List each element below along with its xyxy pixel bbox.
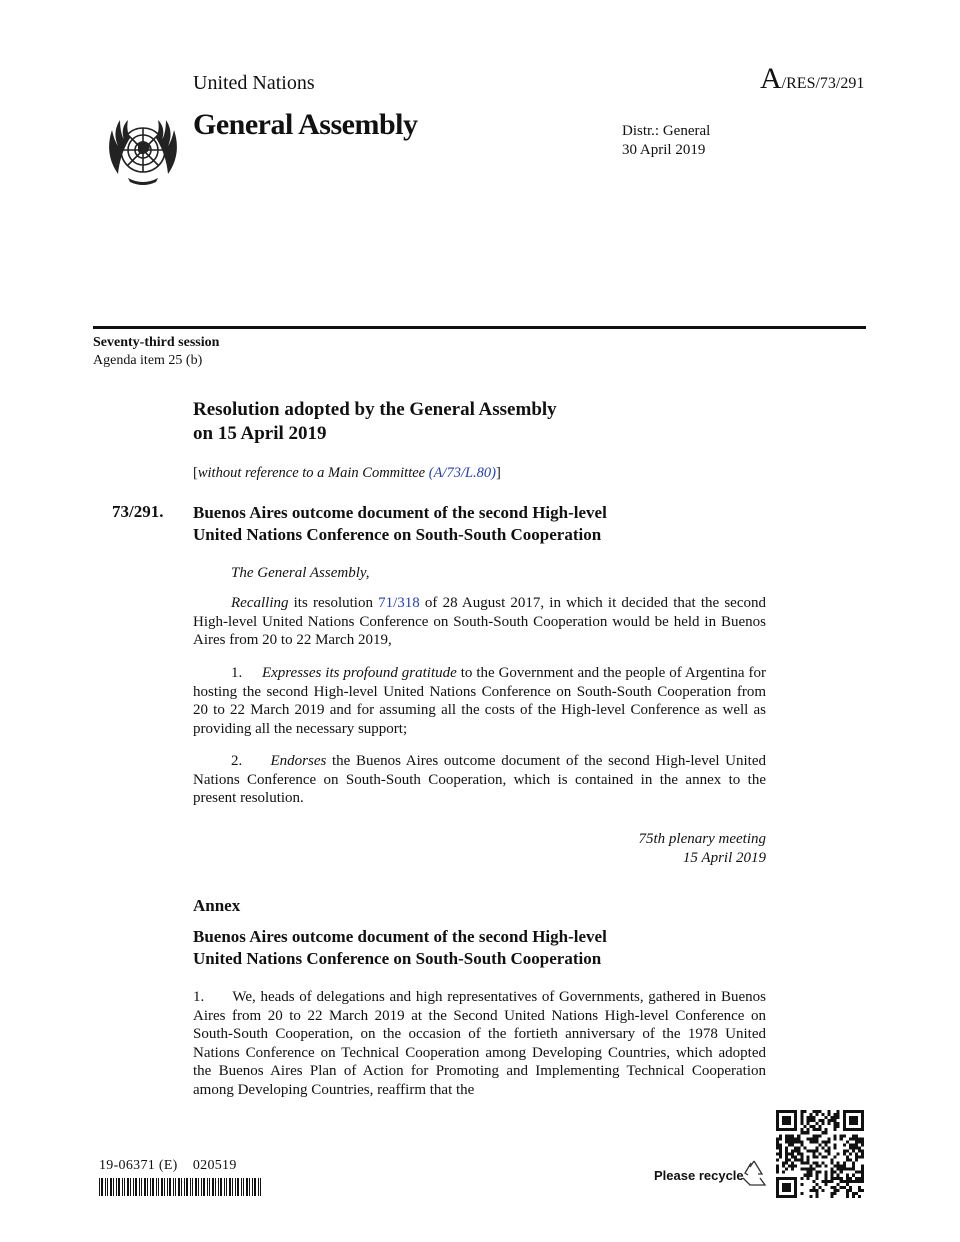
- session-name: Seventy-third session: [93, 335, 220, 350]
- symbol-letter: A: [760, 62, 782, 95]
- ref-open: [: [193, 465, 198, 481]
- p2-lead: Endorses: [270, 753, 327, 769]
- header-rule: [93, 326, 866, 329]
- resolution-heading: [193, 398, 557, 446]
- p2-text: the Buenos Aires outcome document of the second High-level United Nations Conference on South-South Cooperation, which is contained in the annex to the present resolution.: [193, 753, 767, 807]
- p1-number: 1.: [231, 665, 243, 681]
- issue-date: 30 April 2019: [622, 142, 706, 158]
- p1-text: to the Government and the people of Argentina for hosting the second High-level United Nations Conference on South-South Cooperation from 20 to 22 March 2019 and for assuming all the costs of the High-level Conference as well as providing all the necessary support;: [193, 665, 767, 737]
- recalling-pre: its resolution: [288, 595, 379, 611]
- resolution-title: [193, 502, 607, 546]
- distribution-block: [622, 122, 710, 160]
- ref-close: ]: [496, 465, 501, 481]
- recycle-icon: [738, 1158, 770, 1188]
- ref-text: without reference to a Main Committee: [197, 465, 429, 481]
- resolution-title-line1: Buenos Aires outcome document of the second High-level: [193, 503, 607, 522]
- distribution: Distr.: General: [622, 123, 711, 139]
- organization-name: United Nations: [193, 72, 315, 94]
- committee-reference: [193, 465, 501, 482]
- annex-label: Annex: [193, 896, 241, 915]
- recalling-post: of 28 August 2017, in which it decided that the second High-level United Nations Conference on South-South Cooperation would be held in Buenos Aires from 20 to 22 March 2019,: [193, 595, 766, 649]
- annex-title: [193, 926, 607, 970]
- resolution-number: 73/291.: [112, 502, 164, 521]
- un-emblem-icon: [98, 112, 188, 192]
- operative-paragraph-1: [193, 664, 766, 738]
- operative-paragraph-2: [193, 752, 766, 808]
- annex-p1-text: We, heads of delegations and high representatives of Governments, gathered in Buenos Aires from 20 to 22 March 2019 at the Second United Nations High-level Conference on South-South Cooperation, on the occasion of the fortieth anniversary of the 1978 United Nations Conference on Technical Cooperation among Developing Countries, which adopted the Buenos Aires Plan of Action for Promoting and Implementing Technical Cooperation among Developing Countries, reaffirm that the: [193, 989, 766, 1098]
- symbol-rest: /RES/73/291: [781, 75, 865, 92]
- preamble-assembly: The General Assembly,: [231, 565, 370, 581]
- resolution-title-line2: United Nations Conference on South-South Cooperation: [193, 525, 602, 544]
- resolution-heading-line1: Resolution adopted by the General Assembly: [193, 399, 557, 420]
- preamble-recalling: [193, 594, 766, 650]
- annex-title-line2: United Nations Conference on South-South Cooperation: [193, 949, 602, 968]
- annex-paragraph-1: [193, 988, 766, 1100]
- session-block: [93, 334, 219, 370]
- annex-p1-number: 1.: [193, 989, 205, 1005]
- meeting-date: 15 April 2019: [682, 850, 766, 866]
- recycle-label: Please recycle: [654, 1168, 744, 1183]
- document-code: 19-06371 (E) 020519: [99, 1158, 237, 1173]
- resolution-heading-line2: on 15 April 2019: [193, 423, 327, 444]
- agenda-item: Agenda item 25 (b): [93, 353, 203, 368]
- body-title: General Assembly: [193, 108, 418, 141]
- resolution-link-71-318[interactable]: 71/318: [378, 595, 420, 611]
- annex-title-line1: Buenos Aires outcome document of the second High-level: [193, 927, 607, 946]
- ref-link[interactable]: (A/73/L.80): [428, 465, 496, 481]
- recalling-lead: Recalling: [231, 595, 289, 611]
- document-symbol: [760, 64, 864, 99]
- meeting-block: [639, 830, 766, 868]
- meeting-number: 75th plenary meeting: [638, 831, 766, 847]
- p2-number: 2.: [231, 753, 243, 769]
- p1-lead: Expresses its profound gratitude: [261, 665, 457, 681]
- barcode-icon: [99, 1178, 262, 1196]
- qr-code-icon: [776, 1110, 864, 1198]
